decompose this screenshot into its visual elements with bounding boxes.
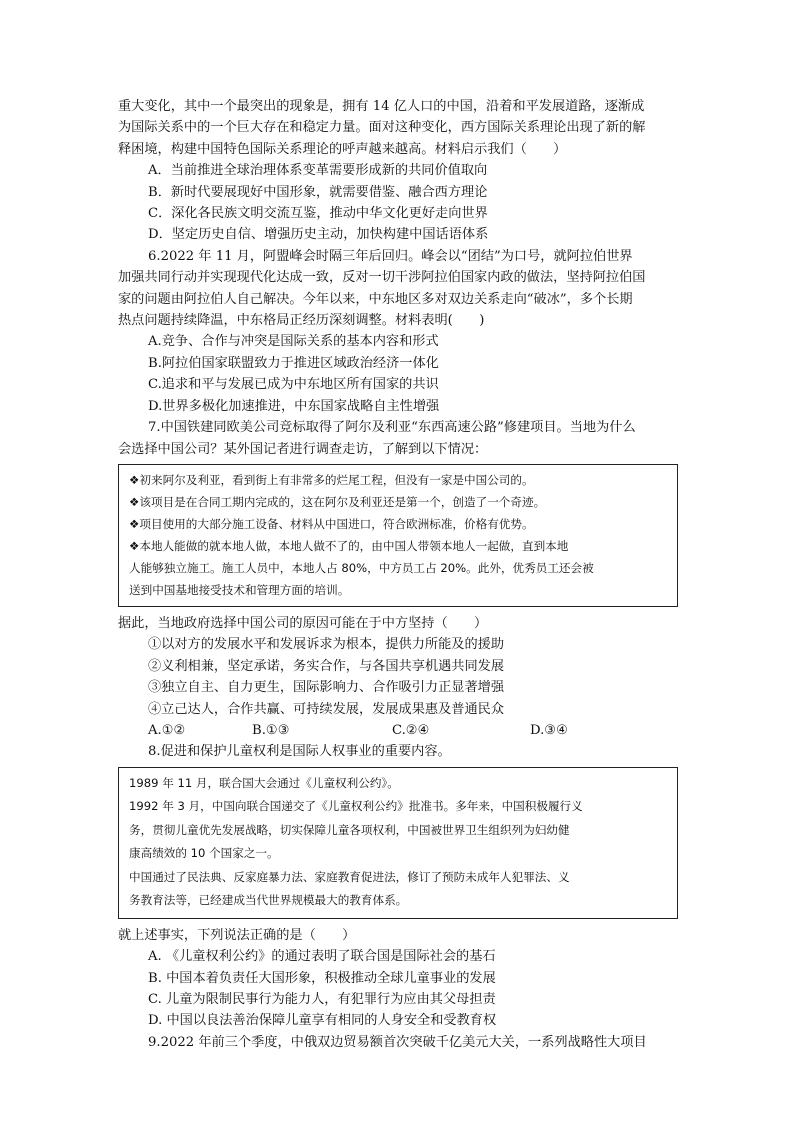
question-6-option-b: B.阿拉伯国家联盟致力于推进区域政治经济一体化 (148, 355, 439, 371)
question-8-material-box (118, 767, 678, 919)
question-8-stem: 8.促进和保护儿童权利是国际人权事业的重要内容。 (148, 744, 451, 760)
question-5-stem-line: 为国际关系中的一个巨大存在和稳定力量。面对这种变化，西方国际关系理论出现了新的解 (118, 120, 646, 136)
material-line: 中国通过了民法典、反家庭暴力法、家庭教育促进法，修订了预防未成年人犯罪法、义 (129, 869, 570, 884)
question-7-choice-a: A.①② (148, 722, 186, 738)
question-6-stem-line: 家的问题由阿拉伯人自己解决。今年以来，中东地区多对双边关系走向“破冰”，多个长期 (118, 291, 633, 307)
question-8-prompt: 就上述事实，下列说法正确的是（ ） (118, 927, 356, 943)
material-line: 1992 年 3 月，中国向联合国递交了《儿童权利公约》批准书。多年来，中国积极履行义 (129, 799, 583, 814)
material-line: ❖项目使用的大部分施工设备、材料从中国进口，符合欧洲标准，价格有优势。 (129, 516, 534, 531)
material-line: 送到中国基地接受技术和管理方面的培训。 (129, 582, 350, 597)
material-line: 务教育法等，已经建成当代世界规模最大的教育体系。 (129, 893, 408, 908)
question-5-option-b: B．新时代要展现好中国形象，就需要借鉴、融合西方理论 (148, 184, 488, 200)
question-8 (118, 741, 678, 1031)
question-7-choice-d: D.③④ (530, 722, 568, 738)
question-9-stem: 9.2022 年前三个季度，中俄双边贸易额首次突破千亿美元大关，一系列战略性大项目 (148, 1034, 647, 1050)
question-7-choice-b: B.①③ (252, 722, 290, 738)
question-7-choices (118, 720, 678, 741)
question-8-option-d: D. 中国以良法善治保障儿童享有相同的人身安全和受教育权 (148, 1013, 497, 1029)
material-line: 务，贯彻儿童优先发展战略，切实保障儿童各项权利，中国被世界卫生组织列为妇幼健 (129, 822, 570, 837)
material-line: 人能够独立施工。施工人员中，本地人占 80%，中方员工占 20%。此外，优秀员工还会被 (129, 560, 594, 575)
question-9 (118, 1032, 678, 1053)
question-5 (118, 96, 678, 246)
question-6-stem-line: 6.2022 年 11 月，阿盟峰会时隔三年后回归。峰会以“团结”为口号，就阿拉伯世界 (148, 248, 633, 264)
question-5-option-c: C．深化各民族文明交流互鉴，推动中华文化更好走向世界 (148, 206, 488, 222)
question-8-option-c: C. 儿童为限制民事行为能力人，有犯罪行为应由其父母担责 (148, 991, 496, 1007)
question-7-prompt: 据此，当地政府选择中国公司的原因可能在于中方坚持（ ） (118, 615, 488, 631)
question-8-option-a: A. 《儿童权利公约》的通过表明了联合国是国际社会的基石 (148, 949, 496, 965)
page-content (118, 96, 678, 1053)
question-6-option-a: A.竞争、合作与冲突是国际关系的基本内容和形式 (148, 334, 439, 350)
question-5-stem-line: 重大变化，其中一个最突出的现象是，拥有 14 亿人口的中国，沿着和平发展道路，逐渐成 (118, 99, 645, 114)
material-line: ❖该项目是在合同工期内完成的，这在阿尔及利亚还是第一个，创造了一个奇迹。 (129, 494, 546, 509)
question-6-stem-line: 加强共同行动并实现现代化达成一致，反对一切干涉阿拉伯国家内政的做法，坚持阿拉伯国 (118, 270, 646, 286)
material-line: 康高绩效的 10 个国家之一。 (129, 846, 279, 861)
question-7 (118, 417, 678, 741)
question-7-stem-line: 会选择中国公司？某外国记者进行调查走访，了解到以下情况： (118, 441, 488, 457)
question-7-statement-3: ③独立自主、自力更生，国际影响力、合作吸引力正显著增强 (148, 680, 505, 696)
material-line: ❖本地人能做的就本地人做，本地人做不了的，由中国人带领本地人一起做，直到本地 (129, 538, 569, 553)
question-7-statement-2: ②义利相兼，坚定承诺，务实合作，与各国共享机遇共同发展 (148, 658, 505, 674)
question-7-statement-1: ①以对方的发展水平和发展诉求为根本，提供力所能及的援助 (148, 637, 505, 653)
question-5-option-a: A．当前推进全球治理体系变革需要形成新的共同价值取向 (148, 163, 488, 179)
question-7-stem-line: 7.中国铁建同欧美公司竞标取得了阿尔及利亚“东西高速公路”修建项目。当地为什么 (148, 420, 636, 436)
question-7-choice-c: C.②④ (392, 722, 430, 738)
question-6-option-d: D.世界多极化加速推进，中东国家战略自主性增强 (148, 398, 440, 414)
question-7-material-box (118, 464, 678, 607)
material-line: ❖初来阿尔及利亚，看到街上有非常多的烂尾工程，但没有一家是中国公司的。 (129, 472, 534, 487)
question-7-statement-4: ④立己达人，合作共赢、可持续发展，发展成果惠及普通民众 (148, 701, 505, 717)
question-6 (118, 246, 678, 417)
material-line: 1989 年 11 月，联合国大会通过《儿童权利公约》。 (129, 775, 399, 790)
question-6-option-c: C.追求和平与发展已成为中东地区所有国家的共识 (148, 377, 439, 393)
question-6-stem-line: 热点问题持续降温，中东格局正经历深刻调整。材料表明( ) (118, 313, 485, 329)
question-5-stem-line: 释困境，构建中国特色国际关系理论的呼声越来越高。材料启示我们（ ） (118, 141, 567, 157)
question-8-option-b: B. 中国本着负责任大国形象，积极推动全球儿童事业的发展 (148, 970, 496, 986)
question-5-option-d: D．坚定历史自信、增强历史主动，加快构建中国话语体系 (148, 227, 489, 243)
